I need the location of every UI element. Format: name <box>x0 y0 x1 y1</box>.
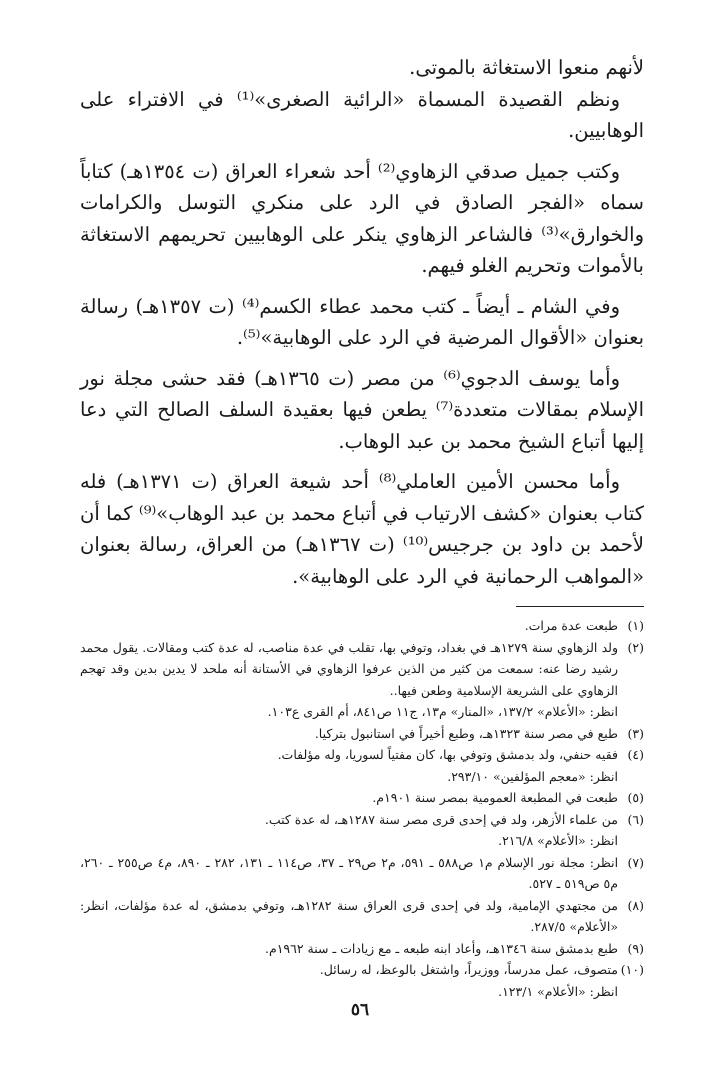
footnote-text: طبعت عدة مرات. <box>524 618 618 633</box>
footnote-number: (٥) <box>627 790 644 805</box>
paragraph-1: لأنهم منعوا الاستغاثة بالموتى. <box>409 56 644 79</box>
paragraph-6: وأما محسن الأمين العاملي⁽⁸⁾ أحد شيعة العراق (ت ١٣٧١هـ) فله كتاب بعنوان «كشف الارتياب في أتباع محمد بن عبد الوهاب»⁽⁹⁾ كما أن لأحمد بن داود بن جرجيس⁽¹⁰⁾ (ت ١٣٦٧هـ) من العراق، رسالة بعنوان «المواهب الرحمانية في الرد على الوهابية». <box>80 470 644 588</box>
footnote-text: طبع في مصر سنة ١٣٢٣هـ، وطبع أخيراً في استانبول بتركيا. <box>314 725 618 741</box>
footnote-item <box>80 744 644 787</box>
footnote-text: ولد الزهاوي سنة ١٢٧٩هـ في بغداد، وتوفي بها، تقلب في عدة مناصب، له عدة كتب ومقالات. يقول محمد رشيد رضا عنه: سمعت من كثير من الذين عرفوا الزهاوي في الأستانة أنه ملحد لا يدين بدين وقد تهجم الزهاوي على الشريعة الإسلامية وطعن فيها.. انظر: «الأعلام» ١٣٧/٢، «المنار» م١٣، ج١١ ص٨٤١، أم القرى ع١٠٣. <box>80 639 618 719</box>
footnote-text: من علماء الأزهر، ولد في إحدى قرى مصر سنة ١٢٨٧هـ، له عدة كتب. انظر: «الأعلام» ٢١٦/٨. <box>264 811 618 848</box>
footnote-number: (٨) <box>627 897 644 913</box>
footnote-text: طبع بدمشق سنة ١٣٤٦هـ، وأعاد ابنه طبعه ـ مع زيادات ـ سنة ١٩٦٢م. <box>264 940 618 956</box>
paragraph-3: وكتب جميل صدقي الزهاوي⁽²⁾ أحد شعراء العراق (ت ١٣٥٤هـ) كتاباً سماه «الفجر الصادق في الرد على منكري التوسل والكرامات والخوارق»⁽³⁾ فالشاعر الزهاوي ينكر على الوهابيين تحريمهم الاستغاثة بالأموات وتحريم الغلو فيهم. <box>80 159 644 277</box>
footnote-number: (٩) <box>627 940 644 956</box>
footnote-text: فقيه حنفي، ولد بدمشق وتوفي بها، كان مفتياً لسوريا، وله مؤلفات. انظر: «معجم المؤلفين» ٢٩٣/١٠. <box>277 747 618 784</box>
footnote-number: (٤) <box>627 747 644 762</box>
paragraph-4: وفي الشام ـ أيضاً ـ كتب محمد عطاء الكسم⁽⁴⁾ (ت ١٣٥٧هـ) رسالة بعنوان «الأقوال المرضية في الرد على الوهابية»⁽⁵⁾. <box>80 294 644 349</box>
main-text <box>80 52 644 592</box>
footnote-number: (٧) <box>627 854 644 870</box>
footnote-item <box>80 959 644 1002</box>
footnote-item <box>80 852 644 895</box>
footnote-number: (٣) <box>627 725 644 741</box>
footnote-text: من مجتهدي الإمامية، ولد في إحدى قرى العراق سنة ١٢٨٢هـ، وتوفي بدمشق، له عدة مؤلفات، انظر: «الأعلام» ٢٨٧/٥. <box>80 897 618 934</box>
paragraph-5: وأما يوسف الدجوي⁽⁶⁾ من مصر (ت ١٣٦٥هـ) فقد حشى مجلة نور الإسلام بمقالات متعددة⁽⁷⁾ يطعن فيها بعقيدة السلف الصالح التي دعا إليها أتباع الشيخ محمد بن عبد الوهاب. <box>80 366 644 453</box>
footnote-item <box>80 938 644 960</box>
footnote-number: (٦) <box>627 811 644 827</box>
footnote-item <box>80 637 644 723</box>
paragraph-2: ونظم القصيدة المسماة «الرائية الصغرى»⁽¹⁾ في الافتراء على الوهابيين. <box>80 87 644 142</box>
footnote-item <box>80 895 644 938</box>
footnotes <box>80 615 644 1002</box>
page-number: ٥٦ <box>350 1000 370 1020</box>
footnote-number: (٢) <box>627 639 644 655</box>
footnote-text: طبعت في المطبعة العمومية بمصر سنة ١٩٠١م. <box>372 790 618 805</box>
footnote-text: انظر: مجلة نور الإسلام م١ ص٥٨٨ ـ ٥٩١، م٢ ص٢٩ ـ ٣٧، ص١١٤ ـ ١٣١، ٢٨٢ ـ ٨٩٠، م٤ ص٢٥٥ ـ ٢٦٠، م٥ ص٥١٩ ـ ٥٢٧. <box>80 854 619 891</box>
footnote-text: متصوف، عمل مدرساً، ووزيراً، واشتغل بالوعظ، له رسائل. انظر: «الأعلام» ١٢٣/١. <box>319 962 618 999</box>
footnote-item <box>80 787 644 809</box>
footnote-number: (١) <box>627 618 644 633</box>
footnote-item <box>80 723 644 745</box>
footnote-item <box>80 615 644 637</box>
footnote-item <box>80 809 644 852</box>
footnote-divider <box>516 606 644 607</box>
footnote-number: (١٠) <box>620 962 644 977</box>
